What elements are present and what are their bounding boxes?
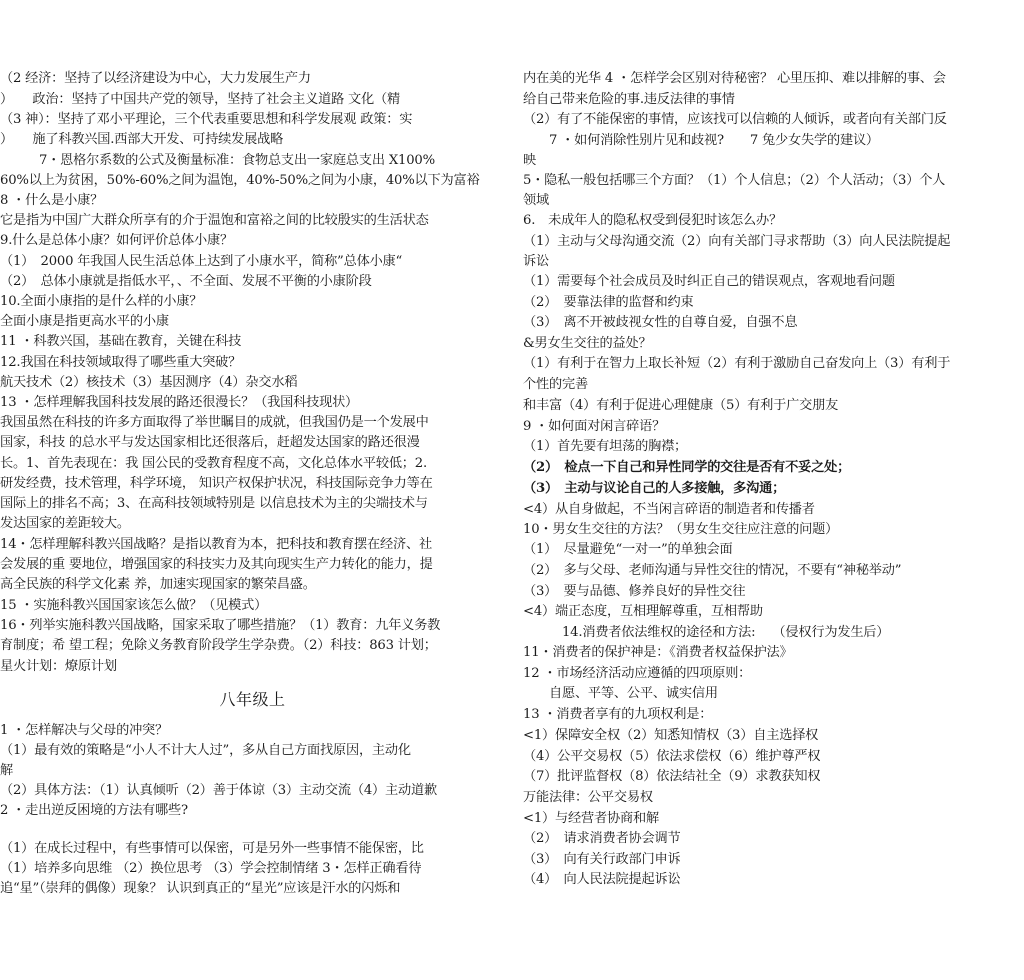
- text-line: 长。1、首先表现在：我 国公民的受教育程度不高，文化总体水平较低；2.: [0, 456, 427, 471]
- text-line: （1）有利于在智力上取长补短（2）有利于激励自己奋发向上（3）有利于: [523, 356, 951, 371]
- text-line: （3） 离不开被歧视女性的自尊自爱，自强不息: [523, 315, 798, 330]
- text-line: &男女生交往的益处？: [523, 336, 652, 351]
- text-line: 发达国家的差距较大。: [0, 516, 130, 531]
- text-line: 11・消费者的保护神是：《消费者权益保护法》: [523, 645, 793, 660]
- text-line: 12 ・市场经济活动应遵循的四项原则：: [523, 666, 752, 681]
- text-line: （3 神）：坚持了邓小平理论，三个代表重要思想和科学发展观 政策：实: [0, 112, 413, 127]
- text-line: 内在美的光华 4 ・怎样学会区别对待秘密？ 心里压抑、难以排解的事、会: [523, 71, 946, 86]
- text-line: （2） 总体小康就是指低水平，、不全面、发展不平衡的小康阶段: [0, 274, 372, 289]
- text-line: 星火计划：燎原计划: [0, 659, 117, 674]
- text-line: （1）首先要有坦荡的胸襟；: [523, 439, 688, 454]
- text-line: （4）公平交易权（5）依法求偿权（6）维护尊严权: [523, 749, 821, 764]
- text-line: 它是指为中国广大群众所享有的介于温饱和富裕之间的比较殷实的生活状态: [0, 213, 429, 228]
- text-line: 解: [0, 763, 13, 778]
- text-line: 映: [523, 153, 536, 168]
- text-line: 国家，科技 的总水平与发达国家相比还很落后，赶超发达国家的路还很漫: [0, 435, 420, 450]
- text-line: 航天技术（2）核技术（3）基因测序（4）杂交水稻: [0, 375, 298, 390]
- text-line: （1） 尽量避免“一对一”的单独会面: [523, 542, 733, 557]
- text-line: 11 ・科教兴国，基础在教育，关键在科技: [0, 334, 242, 349]
- text-line: 1 ・怎样解决与父母的冲突？: [0, 723, 169, 738]
- text-line: 7・恩格尔系数的公式及衡量标准：食物总支出一家庭总支出 X100%: [0, 153, 435, 168]
- text-line: 10.全面小康指的是什么样的小康？: [0, 294, 203, 309]
- text-line: 给自己带来危险的事.违反法律的事情: [523, 92, 735, 107]
- text-line: （1） 2000 年我国人民生活总体上达到了小康水平，简称”总体小康“: [0, 254, 403, 269]
- text-line: 全面小康是指更高水平的小康: [0, 314, 169, 329]
- text-line: （2） 要靠法律的监督和约束: [523, 295, 694, 310]
- text-line: 9 ・如何面对闲言碎语？: [523, 419, 666, 434]
- text-line: 研发经费，技术管理，科学环境， 知识产权保护状况，科技国际竞争力等在: [0, 476, 433, 491]
- text-line: （1）培养多向思维 （2）换位思考 （3）学会控制情绪 3・怎样正确看待: [0, 861, 422, 876]
- text-line: 会发展的重 要地位，增强国家的科技实力及其向现实生产力转化的能力，提: [0, 557, 433, 572]
- text-line: （1）主动与父母沟通交流（2）向有关部门寻求帮助（3）向人民法院提起: [523, 234, 951, 249]
- text-line: 7 ・如何消除性别片见和歧视? 7 兔少女失学的建议）: [523, 133, 879, 148]
- text-line: 13 ・消费者享有的九项权利是：: [523, 707, 713, 722]
- text-line: （3） 主动与议论自己的人多接触，多沟通；: [523, 481, 786, 496]
- section-title: 八年级上: [219, 690, 286, 709]
- text-line: 自愿、平等、公平、诚实信用: [523, 686, 718, 701]
- text-line: 9.什么是总体小康？如何评价总体小康？: [0, 233, 233, 248]
- text-line: 2 ・走出逆反困境的方法有哪些?: [0, 803, 188, 818]
- text-line: （3） 向有关行政部门申诉: [523, 852, 681, 867]
- text-line: 14・怎样理解科教兴国战略？是指以教育为本，把科技和教育摆在经济、社: [0, 537, 432, 552]
- text-line: 8 ・什么是小康？: [0, 193, 104, 208]
- text-line: 和丰富（4）有利于促进心理健康（5）有利于广交朋友: [523, 398, 839, 413]
- text-line: 领域: [523, 193, 549, 208]
- text-line: <4）端正态度，互相理解尊重，互相帮助: [523, 604, 763, 619]
- text-line: （4） 向人民法院提起诉讼: [523, 872, 681, 887]
- text-line: 16・列举实施科教兴国战略，国家采取了哪些措施？（1）教育：九年义务教: [0, 618, 441, 633]
- text-line: 个性的完善: [523, 377, 588, 392]
- text-line: ） 政治：坚持了中国共产党的领导，坚持了社会主义道路 文化（精: [0, 92, 401, 107]
- text-line: 育制度；希 望工程；免除义务教育阶段学生学杂费。（2）科技：863 计划；: [0, 638, 437, 653]
- text-line: 高全民族的科学文化素 养，加速实现国家的繁荣昌盛。: [0, 577, 316, 592]
- text-line: 10・男女生交往的方法？（男女生交往应注意的问题）: [523, 522, 839, 537]
- text-line: （1）最有效的策略是“小人不计大人过”，多从自己方面找原因，主动化: [0, 743, 411, 758]
- text-line: （2） 多与父母、老师沟通与异性交往的情况，不要有“神秘举动”: [523, 563, 902, 578]
- text-line: （1）需要每个社会成员及时纠正自己的错误观点，客观地看问题: [523, 274, 895, 289]
- text-line: 诉讼: [523, 254, 549, 269]
- text-line: <4）从自身做起，不当闲言碎语的制造者和传播者: [523, 502, 815, 517]
- text-line: （2）有了不能保密的事情，应该找可以信赖的人倾诉，或者向有关部门反: [523, 112, 947, 127]
- text-line: 60%以上为贫困，50%-60%之间为温饱，40%-50%之间为小康，40%以下为富裕: [0, 173, 480, 188]
- text-line: 14.消费者依法维权的途径和方法: （侵权行为发生后）: [523, 625, 890, 640]
- text-line: 12.我国在科技领域取得了哪些重大突破？: [0, 355, 242, 370]
- text-line: <1）保障安全权（2）知悉知情权（3）自主选择权: [523, 728, 819, 743]
- text-line: （2） 请求消费者协会调节: [523, 831, 681, 846]
- text-line: （7）批评监督权（8）依法结社全（9）求教获知权: [523, 769, 821, 784]
- text-line: 万能法律：公平交易权: [523, 790, 653, 805]
- text-line: 6. 未成年人的隐私权受到侵犯时该怎么办？: [523, 213, 782, 228]
- text-line: ） 施了科教兴国.西部大开发、可持续发展战略: [0, 132, 284, 147]
- text-line: 5・隐私一般包括哪三个方面？（1）个人信息；（2）个人活动；（3）个人: [523, 173, 946, 188]
- text-line: （2） 检点一下自己和异性同学的交往是否有不妥之处；: [523, 460, 851, 475]
- text-line: 追“星”（崇拜的偶像）现象？ 认识到真正的“星光”应该是汗水的闪烁和: [0, 881, 401, 896]
- text-line: 我国虽然在科技的许多方面取得了举世瞩目的成就，但我国仍是一个发展中: [0, 415, 429, 430]
- text-line: 13 ・怎样理解我国科技发展的路还很漫长？（我国科技现状）: [0, 395, 359, 410]
- text-line: 国际上的排名不高；3、在高科技领域特别是 以信息技术为主的尖端技术与: [0, 496, 428, 511]
- text-line: 15 ・实施科教兴国国家该怎么做？（见模式）: [0, 598, 268, 613]
- text-line: （3） 要与品德、修养良好的异性交往: [523, 584, 746, 599]
- text-line: （1）在成长过程中，有些事情可以保密，可是另外一些事情不能保密，比: [0, 841, 424, 856]
- text-line: （2）具体方法：（1）认真倾听（2）善于体谅（3）主动交流（4）主动道歉: [0, 783, 437, 798]
- text-line: （2 经济：坚持了以经济建设为中心，大力发展生产力: [0, 71, 311, 86]
- text-line: <1）与经营者协商和解: [523, 811, 659, 826]
